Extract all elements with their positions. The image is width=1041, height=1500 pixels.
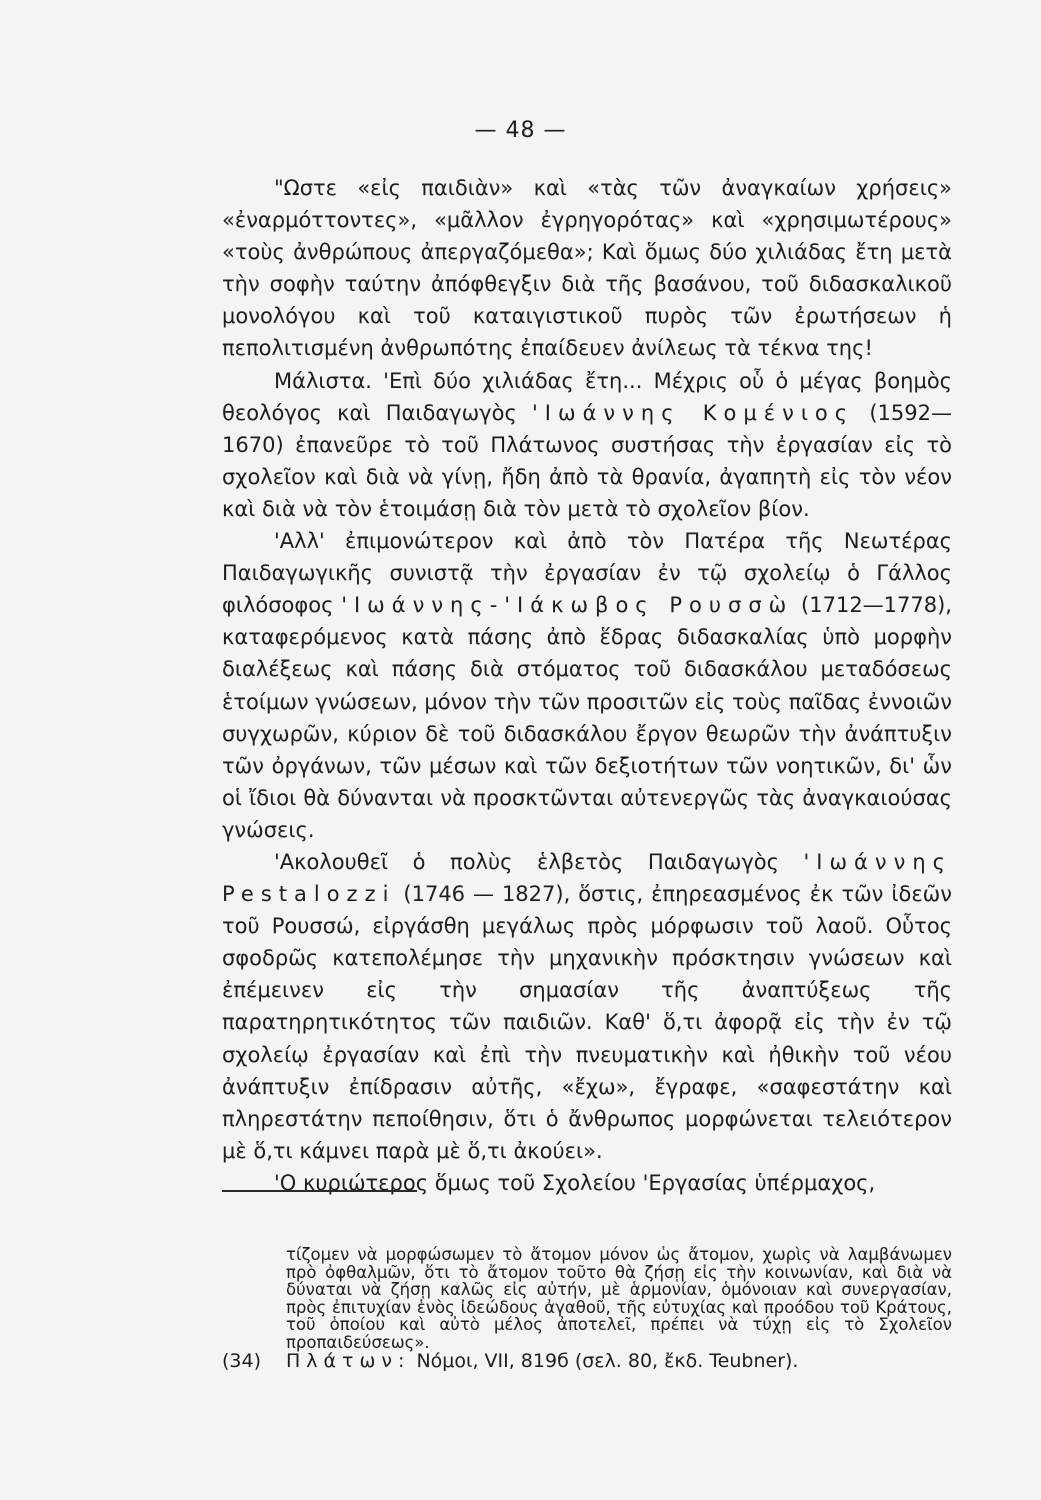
paragraph-2-text-a: Μάλιστα. 'Επὶ δύο χιλιάδας ἔτη... Μέχρις οὗ ὁ μέγας βοημὸς θεολόγος καὶ Παιδαγωγὸς	[222, 368, 952, 425]
name-pestalozzi: 'Ιωάννης Pestalozzi	[222, 849, 952, 907]
paragraph-3	[222, 525, 952, 846]
paragraph-1: "Ωστε «εἰς παιδιὰν» καὶ «τὰς τῶν ἀναγκαίων χρήσεις» «ἐναρμόττοντες», «μᾶλλον ἐγρηγορότας» καὶ «χρησιμωτέρους» «τοὺς ἀνθρώπους ἀπεργαζόμεθα»; Καὶ ὅμως δύο χιλιάδας ἔτη μετὰ τὴν σοφὴν ταύτην ἀπόφθεγξιν διὰ τῆς βασάνου, τοῦ διδασκαλικοῦ μονολόγου καὶ τοῦ καταιγιστικοῦ πυρὸς τῶν ἐρωτήσεων ἡ πεπολιτισμένη ἀνθρωπότης ἐπαίδευεν ἀνίλεως τὰ τέκνα της!	[222, 176, 952, 361]
paragraph-3-text-a: 'Αλλ' ἐπιμονώτερον καὶ ἀπὸ τὸν Πατέρα τῆς Νεωτέρας Παιδαγωγικῆς συνιστᾷ τὴν ἐργασίαν ἐν τῷ σχολείῳ ὁ Γάλλος φιλόσοφος	[222, 529, 952, 618]
paragraph-4-text-a: 'Ακολουθεῖ ὁ πολὺς ἑλβετὸς Παιδαγωγὸς	[274, 849, 804, 874]
paragraph-2-text-b: (1592—1670) ἐπανεῦρε τὸ τοῦ Πλάτωνος συστήσας τὴν ἐργασίαν εἰς τὸ σχολεῖον καὶ διὰ νὰ γίνῃ, ἤδη ἀπὸ τὰ θρανία, ἀγαπητὴ εἰς τὸν νέον καὶ διὰ νὰ τὸν ἑτοιμάσῃ διὰ τὸν μετὰ τὸ σχολεῖον βίον.	[222, 400, 952, 521]
footnote-citation: Νόμοι, VII, 819б (σελ. 80, ἔκδ. Teubner).	[416, 1350, 799, 1372]
footnote-reference	[222, 1348, 952, 1374]
paragraph-3-text-b: (1712—1778), καταφερόμενος κατὰ πάσης ἀπὸ ἕδρας διδασκαλίας ὑπὸ μορφὴν διαλέξεως καὶ πάσης διὰ στόματος τοῦ διδασκάλου μεταδόσεως ἑτοίμων γνώσεων, μόνον τὴν τῶν προσιτῶν εἰς τοὺς παῖδας ἐννοιῶν συγχωρῶν, κύριον δὲ τοῦ διδασκάλου ἔργον θεωρῶν τὴν ἀνάπτυξιν τῶν ὀργάνων, τῶν μέσων καὶ τῶν δεξιοτήτων τῶν νοητικῶν, δι' ὧν οἱ ἴδιοι θὰ δύνανται νὰ προσκτῶνται αὐτενεργῶς τὰς ἀναγκαιούσας γνώσεις.	[222, 593, 952, 842]
main-text-body	[222, 172, 952, 1199]
footnote-divider	[222, 1190, 417, 1192]
name-rousseau: 'Ιωάννης-'Ιάκωβος Ρουσσὼ	[341, 593, 794, 618]
name-komenios: 'Ιωάννης Κομένιος	[532, 400, 855, 425]
footnote-author: Πλάτων:	[286, 1350, 411, 1372]
paragraph-4-text-b: (1746 — 1827), ὅστις, ἐπηρεασμένος ἐκ τῶν ἰδεῶν τοῦ Ρουσσώ, εἰργάσθη μεγάλως πρὸς μόρφωσιν τοῦ λαοῦ. Οὗτος σφοδρῶς κατεπολέμησε τὴν μηχανικὴν πρόσκτησιν γνώσεων καὶ ἐπέμεινεν εἰς τὴν σημασίαν τῆς ἀναπτύξεως τῆς παρατηρητικότητος τῶν παιδιῶν. Καθ' ὅ,τι ἀφορᾷ εἰς τὴν ἐν τῷ σχολείῳ ἐργασίαν καὶ ἐπὶ τὴν πνευματικὴν καὶ ἠθικὴν τοῦ νέου ἀνάπτυξιν ἐπίδρασιν αὐτῆς, «ἔχω», ἔγραφε, «σαφεστάτην καὶ πληρεστάτην πεποίθησιν, ὅτι ὁ ἄνθρωπος μορφώνεται τελειότερον μὲ ὅ,τι κάμνει παρὰ μὲ ὅ,τι ἀκούει».	[222, 882, 952, 1163]
paragraph-5: 'Ο κυριώτερος ὅμως τοῦ Σχολείου 'Εργασίας ὑπέρμαχος,	[274, 1170, 876, 1195]
footnote-source	[286, 1348, 952, 1374]
paragraph-2	[222, 365, 952, 525]
footnote-text: τίζομεν νὰ μορφώσωμεν τὸ ἄτομον μόνον ὡς ἄτομον, χωρὶς νὰ λαμβάνωμεν πρὸ ὀφθαλμῶν, ὅτι τὸ ἄτομον τοῦτο θὰ ζήσῃ εἰς τὴν κοινωνίαν, καὶ διὰ νὰ δύναται νὰ ζήσῃ καλῶς εἰς αὐτήν, μὲ ἁρμονίαν, ὁμόνοιαν καὶ συνεργασίαν, πρὸς ἐπιτυχίαν ἑνὸς ἰδεώδους ἀγαθοῦ, τῆς εὐτυχίας καὶ προόδου τοῦ Κράτους, τοῦ ὁποίου καὶ αὐτὸ μέλος ἀποτελεῖ, πρέπει νὰ τύχῃ εἰς τὸ Σχολεῖον προπαιδεύσεως».	[286, 1245, 952, 1352]
paragraph-4	[222, 846, 952, 1167]
footnote-number: (34)	[222, 1350, 262, 1372]
page-number: — 48 —	[474, 118, 567, 143]
